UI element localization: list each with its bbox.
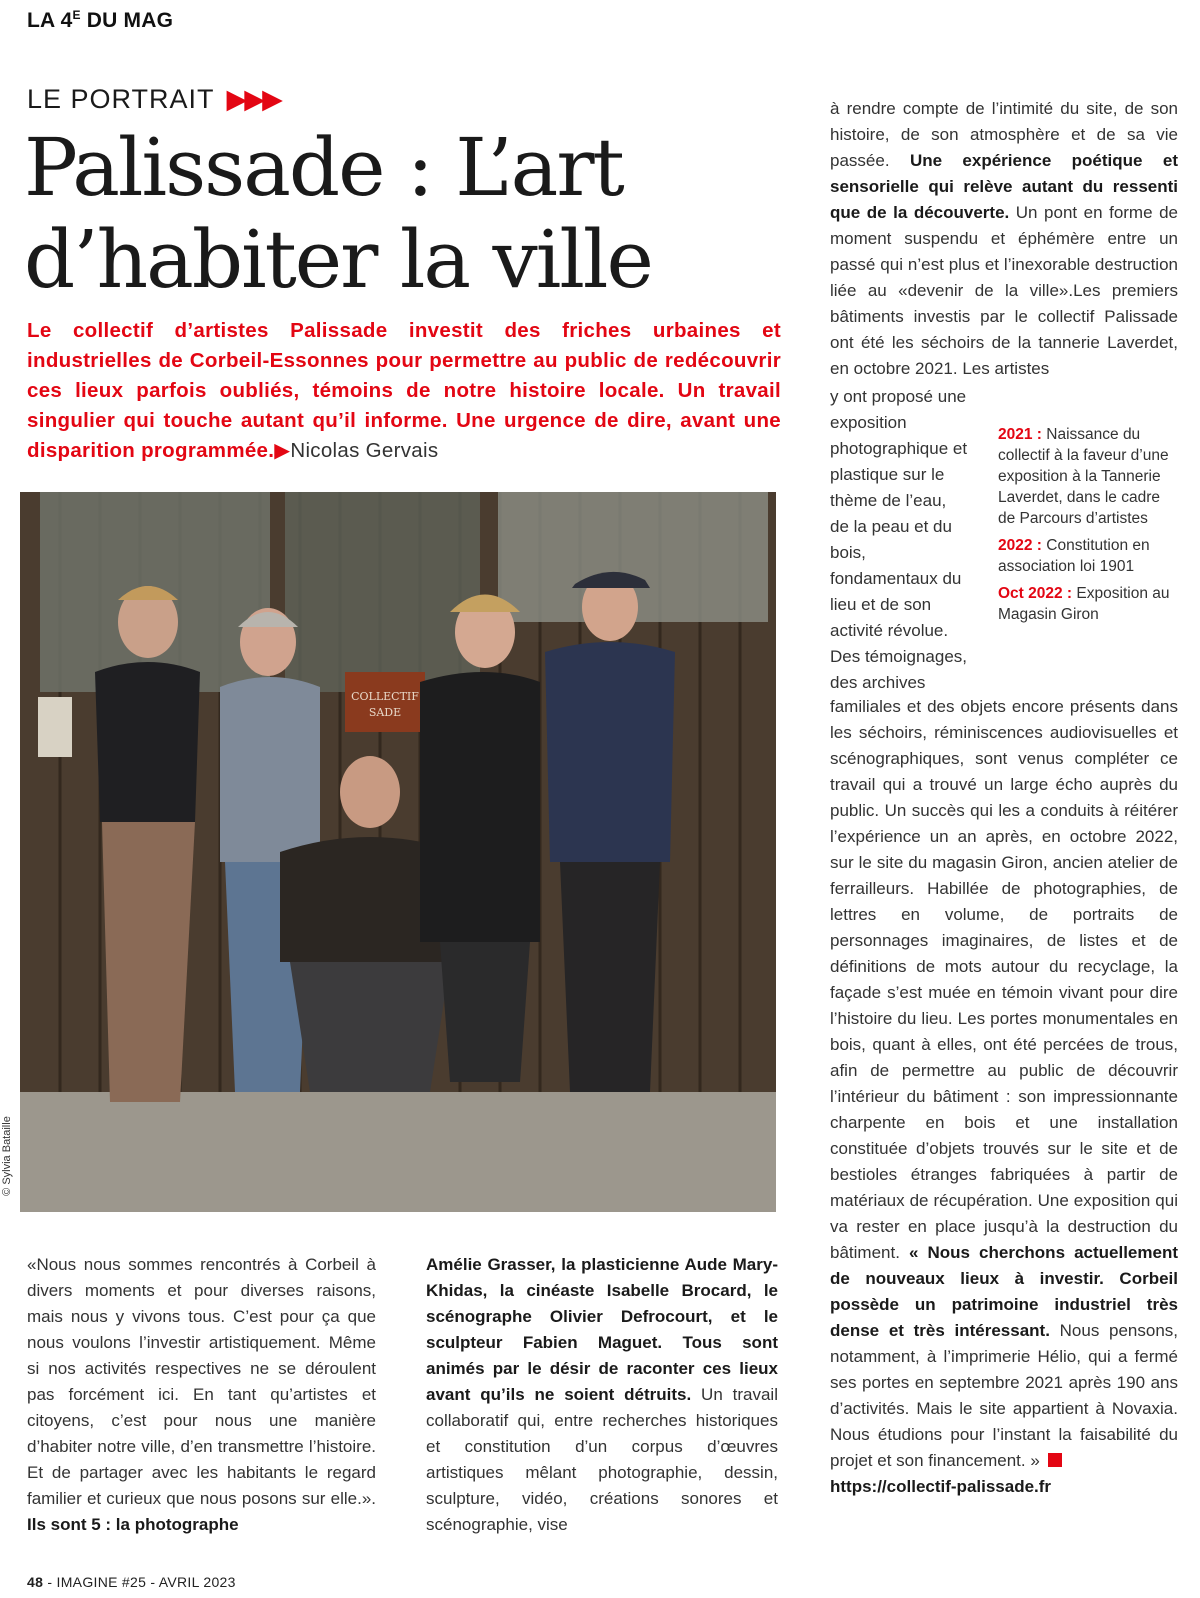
right-top-bold: Une expérience poétique et sensorielle qui relève autant du ressenti que de la découverte. bbox=[830, 151, 1178, 222]
lead-text: Le collectif d’artistes Palissade investit des friches urbaines et industrielles de Corbeil-Essonnes pour permettre au public de redécouvrir ces lieux parfois oubliés, témoins de notre histoire locale. Un travail singulier qui touche autant qu’il informe. Une urgence de dire, avant une disparition programmée. bbox=[27, 319, 781, 462]
page-number: 48 bbox=[27, 1574, 44, 1590]
photo-credit: © Sylvia Bataille bbox=[1, 1116, 13, 1196]
right-top-text-1: à rendre compte de l’intimité du site, de son histoire, de son atmosphère et de sa vie passée. bbox=[830, 99, 1178, 170]
section-tag-rest: DU MAG bbox=[80, 9, 174, 32]
kicker-arrows-icon: ▶▶▶ bbox=[226, 84, 280, 114]
timeline-box bbox=[998, 424, 1178, 631]
body-column-right-bottom bbox=[830, 694, 1178, 1500]
footer-text: - IMAGINE #25 - AVRIL 2023 bbox=[43, 1574, 236, 1590]
kicker-label: LE PORTRAIT bbox=[27, 84, 215, 114]
left-bold: Ils sont 5 : la photographe bbox=[27, 1515, 239, 1534]
right-bottom-text: familiales et des objets encore présents dans les séchoirs, réminiscences audiovisuelles et scénographiques, sont venus compléter ce travail qui a trouvé un large écho auprès du public. Un succès qui les a conduits à réitérer l’expérience un an après, en octobre 2022, sur le site du magasin Giron, ancien atelier de ferrailleurs. Habillée de photographies, de lettres en volume, de portraits de personnages imaginaires, de listes et de définitions de mots autour du recyclage, la façade s’est muée en témoin vivant pour dire l’histoire du lieu. Les portes monumentales en bois, quant à elles, ont été percées de trous, afin de permettre au public de découvrir l’intérieur du bâtiment : son impressionnante charpente en bois et une installation constituée d’objets trouvés sur le site et de bestioles étranges fabriquées à partir de matériaux de récupération. Une exposition qui va rester en place jusqu’à la destruction du bâtiment. bbox=[830, 697, 1178, 1262]
right-quote-text: Nous pensons, notamment, à l’imprimerie Hélio, qui a fermé ses portes en septembre 2021 après 190 ans d’activités. Mais le site appartient à Novaxia. Nous étudions pour l’instant la faisabilité du projet et son financement. » bbox=[830, 1321, 1179, 1470]
timeline-year: Oct 2022 : bbox=[998, 585, 1073, 602]
article-lead bbox=[27, 316, 781, 466]
section-tag-main: LA 4 bbox=[27, 9, 73, 32]
right-top-text-2: Un pont en forme de moment suspendu et éphémère entre un passé qui n’est plus et l’inexorable destruction liée au «devenir de la ville».Les premiers bâtiments investis par le collectif Palissade ont été les séchoirs de la tannerie Laverdet, en octobre 2021. Les artistes bbox=[830, 203, 1178, 378]
website-link[interactable]: https://collectif-palissade.fr bbox=[830, 1477, 1052, 1496]
sign-line-1: COLLECTIF bbox=[351, 690, 419, 703]
left-paragraph: «Nous nous sommes rencontrés à Corbeil à divers moments et pour diverses raisons, mais nous y vivons tous. C’est pour ça que nous voulons l’investir artistiquement. Même si nos activités respectives ne se déroulent pas forcément ici. En tant qu’artistes et citoyens, c’est pour nous une manière d’habiter notre ville, d’en transmettre l’histoire. Et de partager avec les habitants le regard familier et curieux que nous posons sur elle.». bbox=[27, 1255, 376, 1508]
byline-arrow-icon: ▶ bbox=[274, 439, 291, 462]
body-column-middle bbox=[426, 1252, 778, 1538]
middle-bold: Amélie Grasser, la plasticienne Aude Mary-Khidas, la cinéaste Isabelle Brocard, le scénographe Olivier Defrocourt, et le sculpteur Fabien Maguet. Tous sont animés par le désir de raconter ces lieux avant qu’ils ne soient détruits. bbox=[426, 1255, 778, 1404]
timeline-text: Naissance du collectif à la faveur d’une exposition à la Tannerie Laverdet, dans le cadre de Parcours d’artistes bbox=[998, 426, 1169, 527]
timeline-year: 2022 : bbox=[998, 537, 1042, 554]
article-headline bbox=[24, 122, 784, 306]
group-photo-illustration bbox=[20, 492, 776, 1212]
timeline-entry bbox=[998, 583, 1178, 625]
body-column-left bbox=[27, 1252, 376, 1538]
sign-line-2: SADE bbox=[368, 706, 402, 719]
rubric-kicker bbox=[27, 84, 280, 115]
byline-author: Nicolas Gervais bbox=[290, 439, 439, 462]
headline-line-1: Palissade : L’art bbox=[24, 121, 623, 214]
end-mark-icon bbox=[1048, 1453, 1062, 1467]
headline-line-2: d’habiter la ville bbox=[24, 213, 652, 306]
section-tag bbox=[27, 8, 173, 33]
right-quote-bold: « Nous cherchons actuellement de nouveaux lieux à investir. Corbeil possède un patrimoine industriel très dense et très intéressant. bbox=[830, 1243, 1178, 1340]
body-column-right-top bbox=[830, 96, 1178, 382]
page-footer bbox=[27, 1574, 236, 1590]
timeline-year: 2021 : bbox=[998, 426, 1042, 443]
middle-text: Un travail collaboratif qui, entre recherches historiques et constitution d’un corpus d’œuvres artistiques mêlant photographie, dessin, sculpture, vidéo, créations sonores et scénographie, vise bbox=[426, 1385, 778, 1534]
timeline-text: Exposition au Magasin Giron bbox=[998, 585, 1170, 623]
timeline-text: Constitution en association loi 1901 bbox=[998, 537, 1150, 575]
timeline-entry bbox=[998, 424, 1178, 529]
group-photo bbox=[20, 492, 776, 1212]
body-column-right-narrow: y ont proposé une exposition photographique et plastique sur le thème de l’eau, de la peau et du bois, fondamentaux du lieu et de son activité révolue. Des témoignages, des archives bbox=[830, 387, 968, 692]
timeline-entry bbox=[998, 535, 1178, 577]
section-tag-sup: E bbox=[72, 8, 81, 22]
